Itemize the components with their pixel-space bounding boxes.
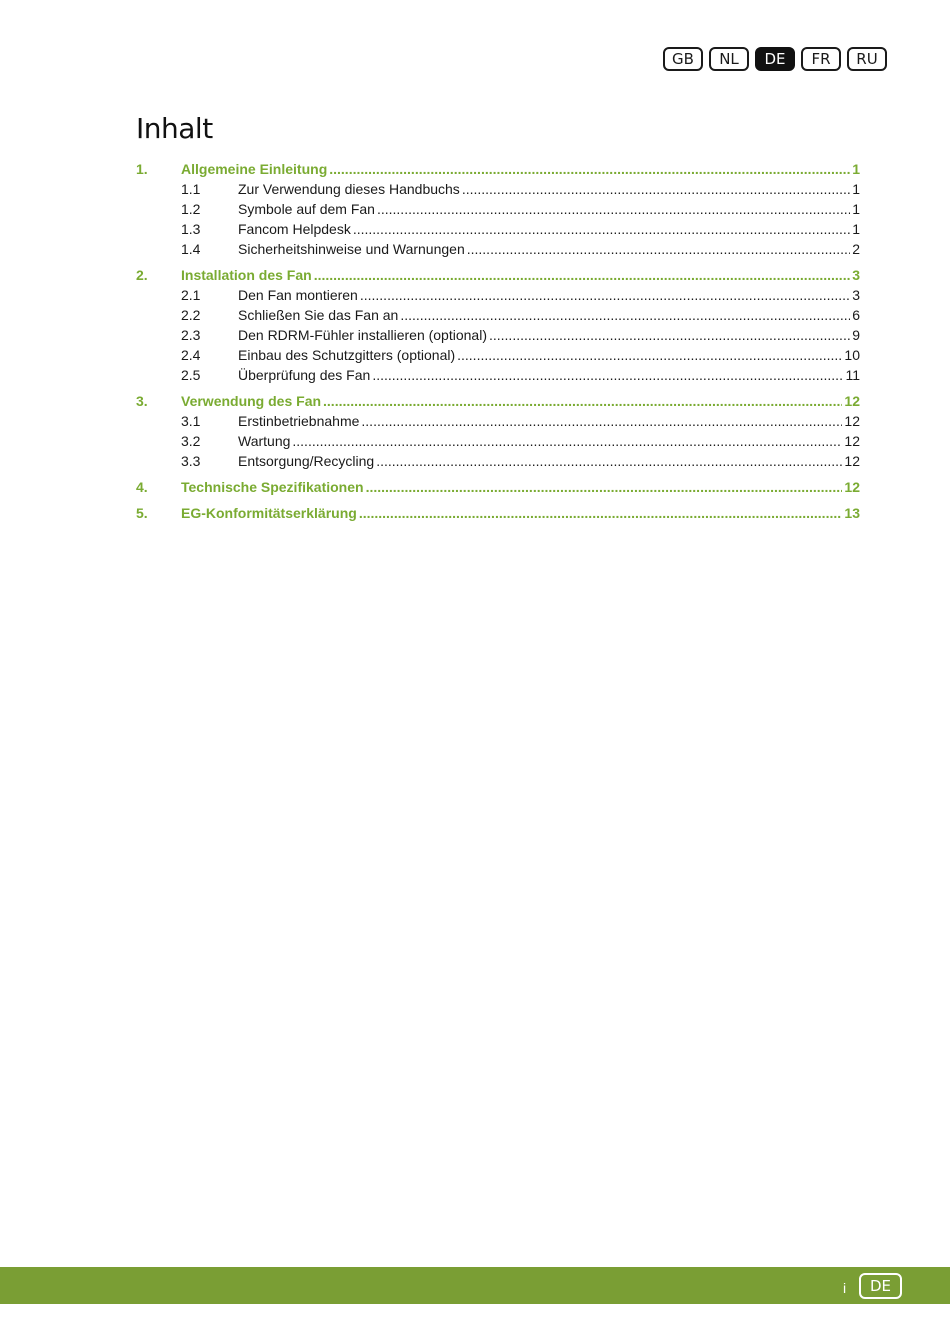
toc-entry-number: 4. (136, 479, 148, 495)
toc-entry-label: Installation des Fan (181, 267, 312, 283)
toc-entry-label: Sicherheitshinweise und Warnungen (238, 241, 465, 257)
toc-entry-page: 10 (844, 347, 860, 363)
table-of-contents (136, 155, 860, 521)
toc-entry[interactable] (136, 237, 860, 257)
language-selector (663, 47, 887, 71)
toc-leader-dots (489, 327, 850, 343)
toc-leader-dots (292, 433, 842, 449)
toc-entry-label: Symbole auf dem Fan (238, 201, 375, 217)
toc-leader-dots (329, 161, 850, 177)
toc-entry[interactable] (136, 449, 860, 469)
toc-entry-page: 12 (844, 433, 860, 449)
toc-entry[interactable] (136, 343, 860, 363)
toc-entry[interactable] (136, 429, 860, 449)
toc-entry-number: 2.3 (181, 327, 201, 343)
toc-leader-dots (400, 307, 850, 323)
toc-entry-page: 6 (852, 307, 860, 323)
toc-entry[interactable] (136, 177, 860, 197)
toc-leader-dots (377, 201, 850, 217)
toc-entry[interactable] (136, 197, 860, 217)
toc-entry-number: 3.2 (181, 433, 201, 449)
toc-entry-number: 1.1 (181, 181, 201, 197)
toc-entry-label: Wartung (238, 433, 291, 449)
toc-leader-dots (467, 241, 850, 257)
toc-leader-dots (376, 453, 842, 469)
toc-entry-label: EG-Konformitätserklärung (181, 505, 357, 521)
toc-entry[interactable] (136, 363, 860, 383)
toc-leader-dots (359, 505, 843, 521)
toc-entry-number: 3.3 (181, 453, 201, 469)
toc-entry-label: Schließen Sie das Fan an (238, 307, 399, 323)
toc-entry-number: 1.2 (181, 201, 201, 217)
toc-entry-page: 12 (844, 393, 860, 409)
toc-entry-number: 1. (136, 161, 148, 177)
toc-leader-dots (457, 347, 842, 363)
language-button-de[interactable]: DE (755, 47, 795, 71)
toc-entry-number: 2. (136, 267, 148, 283)
toc-entry[interactable] (136, 261, 860, 283)
toc-entry-number: 5. (136, 505, 148, 521)
language-button-nl[interactable]: NL (709, 47, 749, 71)
toc-entry-number: 3. (136, 393, 148, 409)
toc-leader-dots (361, 413, 842, 429)
toc-entry[interactable] (136, 217, 860, 237)
toc-entry-page: 11 (845, 367, 860, 383)
toc-entry-number: 2.2 (181, 307, 201, 323)
toc-entry-page: 12 (844, 453, 860, 469)
toc-leader-dots (314, 267, 851, 283)
toc-entry-label: Fancom Helpdesk (238, 221, 351, 237)
toc-entry-page: 1 (852, 201, 860, 217)
toc-entry-number: 1.4 (181, 241, 201, 257)
toc-entry[interactable] (136, 283, 860, 303)
toc-leader-dots (372, 367, 843, 383)
toc-entry-label: Entsorgung/Recycling (238, 453, 375, 469)
language-button-ru[interactable]: RU (847, 47, 887, 71)
toc-entry-label: Allgemeine Einleitung (181, 161, 328, 177)
toc-entry-label: Den RDRM-Fühler installieren (optional) (238, 327, 487, 343)
toc-leader-dots (462, 181, 850, 197)
toc-entry-page: 3 (852, 287, 860, 303)
toc-entry-page: 12 (844, 479, 860, 495)
toc-entry-label: Technische Spezifikationen (181, 479, 364, 495)
footer-language-badge: DE (859, 1273, 902, 1299)
toc-entry[interactable] (136, 499, 860, 521)
toc-entry[interactable] (136, 323, 860, 343)
footer-bar (0, 1267, 950, 1304)
toc-entry-page: 1 (852, 181, 860, 197)
toc-leader-dots (360, 287, 850, 303)
toc-entry[interactable] (136, 155, 860, 177)
toc-entry-page: 1 (852, 161, 860, 177)
page-title: Inhalt (136, 112, 213, 145)
language-button-fr[interactable]: FR (801, 47, 841, 71)
toc-entry-page: 2 (852, 241, 860, 257)
toc-entry-label: Einbau des Schutzgitters (optional) (238, 347, 456, 363)
toc-entry-number: 3.1 (181, 413, 201, 429)
toc-leader-dots (323, 393, 842, 409)
toc-entry-page: 13 (844, 505, 860, 521)
toc-entry-number: 2.5 (181, 367, 201, 383)
toc-entry-page: 12 (844, 413, 860, 429)
footer-page-number: i (843, 1280, 847, 1296)
toc-leader-dots (366, 479, 843, 495)
toc-entry-label: Zur Verwendung dieses Handbuchs (238, 181, 460, 197)
toc-entry[interactable] (136, 303, 860, 323)
toc-entry-number: 1.3 (181, 221, 201, 237)
toc-entry-label: Den Fan montieren (238, 287, 358, 303)
toc-entry-number: 2.4 (181, 347, 201, 363)
toc-entry-page: 3 (852, 267, 860, 283)
toc-entry-page: 1 (852, 221, 860, 237)
toc-entry[interactable] (136, 409, 860, 429)
toc-entry[interactable] (136, 387, 860, 409)
toc-entry-number: 2.1 (181, 287, 201, 303)
toc-entry-label: Überprüfung des Fan (238, 367, 371, 383)
toc-entry-page: 9 (852, 327, 860, 343)
language-button-gb[interactable]: GB (663, 47, 703, 71)
toc-entry-label: Verwendung des Fan (181, 393, 322, 409)
toc-entry[interactable] (136, 473, 860, 495)
toc-entry-label: Erstinbetriebnahme (238, 413, 360, 429)
toc-leader-dots (353, 221, 850, 237)
